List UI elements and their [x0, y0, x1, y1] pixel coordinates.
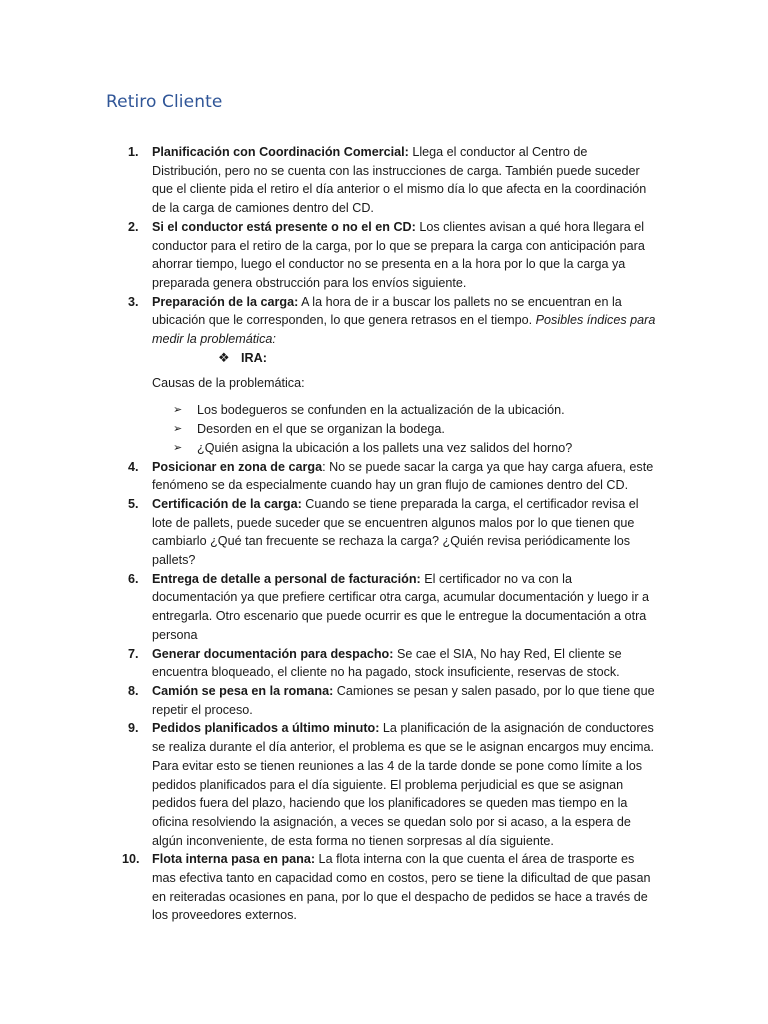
list-item-3	[0, 293, 660, 349]
list-item-6	[0, 570, 660, 645]
cause-text: ¿Quién asigna la ubicación a los pallets una vez salidos del horno?	[197, 440, 573, 455]
cause-text: Los bodegueros se confunden en la actualización de la ubicación.	[197, 403, 565, 418]
cause-text: Desorden en el que se organizan la bodega.	[197, 422, 445, 437]
cause-item	[0, 420, 657, 439]
item-italic-note: Posibles índices para medir la problemática:	[152, 313, 656, 347]
item-heading: Posicionar en zona de carga	[152, 459, 323, 474]
item-number: 6.	[128, 571, 139, 586]
document-title: Retiro Cliente	[106, 92, 223, 112]
item-heading: Certificación de la carga:	[152, 496, 302, 511]
item-number: 7.	[128, 646, 139, 661]
item-text: Llega el conductor al Centro de Distribución, pero no se cuenta con las instrucciones de carga. También puede suceder que el cliente pida el retiro el día anterior o el mismo día lo que afecta en la coordinación de la carga de camiones dentro del CD.	[152, 145, 647, 216]
item-number: 10.	[122, 852, 140, 867]
item-number: 5.	[128, 496, 139, 511]
item-heading: Entrega de detalle a personal de facturación:	[152, 571, 421, 586]
item-text: A la hora de ir a buscar los pallets no se encuentran en la ubicación que le corresponden, lo que genera retrasos en el tiempo.	[152, 294, 622, 328]
item-text: Camiones se pesan y salen pasado, por lo que tiene que repetir el proceso.	[152, 683, 655, 717]
item-number: 1.	[128, 145, 139, 159]
item-text: Cuando se tiene preparada la carga, el certificador revisa el lote de pallets, puede suceder que se encuentren algunos malos por lo que tienen que cambiarlo ¿Qué tan frecuente se rechaza la carga? ¿Quién revisa periódicamente los pallets?	[152, 496, 639, 568]
item-number: 2.	[128, 219, 139, 234]
document-body	[0, 143, 768, 925]
item-number: 8.	[128, 683, 139, 698]
ira-label: IRA:	[241, 350, 267, 365]
item-text: Se cae el SIA, No hay Red, El cliente se encuentra bloqueado, el cliente no ha pagado, stock insuficiente, reservas de stock.	[152, 646, 622, 680]
item-text: : No se puede sacar la carga ya que hay carga afuera, este fenómeno se da especialmente cuando hay un gran flujo de camiones dentro del CD.	[152, 459, 654, 493]
list-item-7	[0, 645, 660, 682]
causes-heading: Causas de la problemática:	[152, 375, 305, 390]
item-heading: Generar documentación para despacho:	[152, 646, 394, 661]
cause-item	[0, 401, 657, 420]
list-item-5	[0, 495, 660, 570]
item-heading: Camión se pesa en la romana:	[152, 683, 334, 698]
list-item-9	[0, 719, 660, 850]
item-text: El certificador no va con la documentación ya que prefiere certificar otra carga, acumular documentación y luego ir a entregarla. Otro escenario que puede ocurrir es que le entregue la documentación a otra persona	[152, 571, 650, 642]
list-item-1	[0, 143, 660, 218]
item-number: 4.	[128, 459, 139, 474]
item-heading: Planificación con Coordinación Comercial:	[152, 145, 409, 159]
arrow-bullet-icon: ➢	[173, 423, 183, 436]
item-text: La planificación de la asignación de conductores se realiza durante el día anterior, el problema es que se le asignan encargos muy encima. Para evitar esto se tienen reuniones a las 4 de la tarde donde se pone como límite a los pedidos planificados para el día siguiente. El problema perjudicial es que se asignan pedidos fuera del plazo, haciendo que los planificadores se queden mas tiempo en la oficina resolviendo la asignación, a veces se quedan solo por si acaso, a la espera de algún inconveniente, de esta forma no tienen sorpresas al día siguiente.	[152, 721, 654, 848]
cause-item	[0, 439, 657, 458]
item-number: 9.	[128, 721, 139, 736]
item-heading: Flota interna pasa en pana:	[152, 852, 316, 867]
item-heading: Pedidos planificados a último minuto:	[152, 721, 380, 736]
arrow-bullet-icon: ➢	[173, 441, 183, 454]
list-item-10	[0, 850, 660, 925]
causes-list	[0, 401, 768, 457]
ira-row	[0, 349, 768, 372]
item-text: La flota interna con la que cuenta el área de trasporte es mas efectiva tanto en capacidad como en costos, pero se tiene la dificultad de que pasan en reiteradas ocasiones en pana, por lo que el despacho de pedidos se hace a través de los proveedores externos.	[152, 852, 651, 923]
item-text: Los clientes avisan a qué hora llegara el conductor para el retiro de la carga, por lo que se prepara la carga con anticipación para ahorrar tiempo, luego el conductor no se presenta en a la hora por lo que la carga ya preparada genera obstrucción para los envíos siguiente.	[152, 219, 645, 290]
arrow-bullet-icon: ➢	[173, 404, 183, 417]
list-item-2	[0, 218, 660, 293]
list-item-4	[0, 458, 660, 495]
diamond-bullet-icon: ❖	[218, 349, 230, 365]
item-number: 3.	[128, 294, 139, 309]
item-heading: Si el conductor está presente o no el en CD:	[152, 219, 416, 234]
list-item-8	[0, 682, 660, 719]
item-heading: Preparación de la carga:	[152, 294, 299, 309]
